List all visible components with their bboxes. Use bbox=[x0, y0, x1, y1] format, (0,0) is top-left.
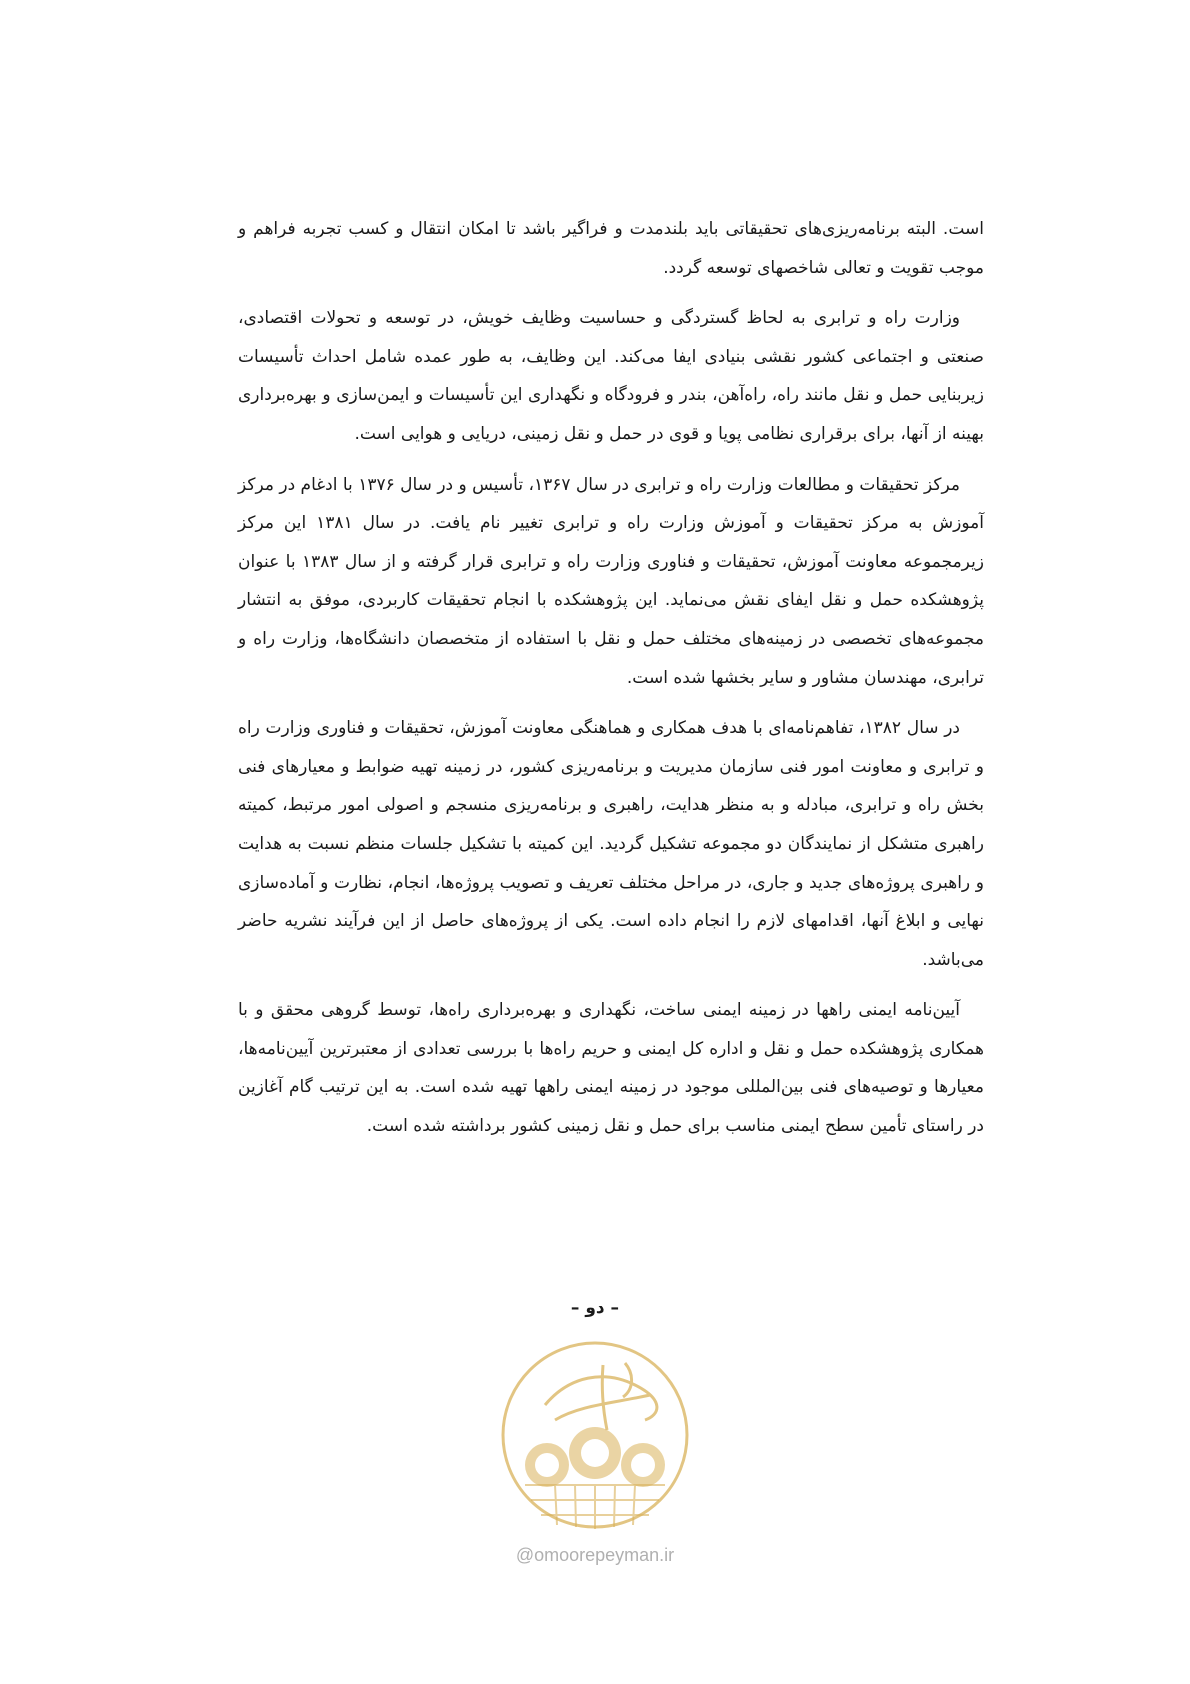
stamp-logo-icon bbox=[485, 1335, 705, 1545]
body-text bbox=[238, 210, 984, 1158]
stamp-url: @omoorepeyman.ir bbox=[515, 1545, 675, 1565]
page-number: – دو – bbox=[570, 1298, 620, 1318]
paragraph-safety-regulation: آیین‌نامه ایمنی راهها در زمینه ایمنی ساخت، نگهداری و بهره‌برداری راه‌ها، توسط گروهی محقق و با همکاری پژوهشکده حمل و نقل و اداره کل ایمنی و حریم راه‌ها با بررسی تعدادی از معتبرترین آیین‌نامه‌ها، معیارها و توصیه‌های فنی بین‌المللی موجود در زمینه ایمنی راهها تهیه شده است. به این ترتیب گام آغازین در راستای تأمین سطح ایمنی مناسب برای حمل و نقل زمینی کشور برداشته شده است. bbox=[238, 1000, 984, 1137]
paragraph-intro-continuation: است. البته برنامه‌ریزی‌های تحقیقاتی باید بلندمدت و فراگیر باشد تا امکان انتقال و کسب تجربه فراهم و موجب تقویت و تعالی شاخصهای توسعه گردد. bbox=[238, 219, 984, 278]
paragraph-memorandum: در سال ۱۳۸۲، تفاهم‌نامه‌ای با هدف همکاری و هماهنگی معاونت آموزش، تحقیقات و فناوری وزارت راه و ترابری و معاونت امور فنی سازمان مدیریت و برنامه‌ریزی کشور، در زمینه تهیه ضوابط و معیارهای فنی بخش راه و ترابری، مبادله و به منظر هدایت، راهبری و برنامه‌ریزی منسجم و اصولی امور مرتبط، کمیته راهبری متشکل از نمایندگان دو مجموعه تشکیل گردید. این کمیته با تشکیل جلسات منظم نسبت به هدایت و راهبری پروژه‌های جدید و جاری، در مراحل مختلف تعریف و تصویب پروژه‌ها، انجام، نظارت و آماده‌سازی نهایی و ابلاغ آنها، اقدامهای لازم را انجام داده است. یکی از پروژه‌های حاصل از این فرآیند نشریه حاضر می‌باشد. bbox=[238, 718, 984, 970]
paragraph-research-center-history: مرکز تحقیقات و مطالعات وزارت راه و ترابری در سال ۱۳۶۷، تأسیس و در سال ۱۳۷۶ با ادغام در مرکز آموزش به مرکز تحقیقات و آموزش وزارت راه و ترابری تغییر نام یافت. در سال ۱۳۸۱ این مرکز زیرمجموعه معاونت آموزش، تحقیقات و فناوری وزارت راه و ترابری قرار گرفته و از سال ۱۳۸۳ با عنوان پژوهشکده حمل و نقل ایفای نقش می‌نماید. این پژوهشکده با انجام تحقیقات کاربردی، موفق به انتشار مجموعه‌های تخصصی در زمینه‌های مختلف حمل و نقل با استفاده از متخصصان دانشگاه‌ها، وزارت راه و ترابری، مهندسان مشاور و سایر بخشها شده است. bbox=[238, 474, 985, 688]
watermark-stamp bbox=[485, 1335, 705, 1575]
paragraph-ministry-role: وزارت راه و ترابری به لحاظ گستردگی و حساسیت وظایف خویش، در توسعه و تحولات اقتصادی، صنعتی و اجتماعی کشور نقشی بنیادی ایفا می‌کند. این وظایف، به طور عمده شامل احداث تأسیسات زیربنایی حمل و نقل مانند راه، راه‌آهن، بندر و فرودگاه و نگهداری این تأسیسات و ایمن‌سازی و بهره‌برداری بهینه از آنها، برای برقراری نظامی پویا و قوی در حمل و نقل زمینی، دریایی و هوایی است. bbox=[238, 308, 984, 444]
